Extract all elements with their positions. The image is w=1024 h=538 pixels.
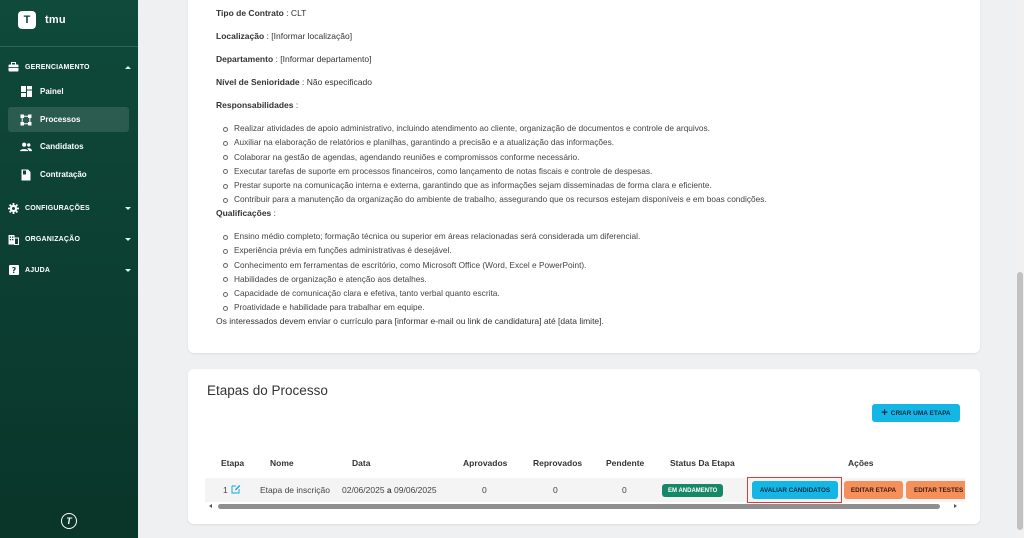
- evaluate-candidates-button[interactable]: AVALIAR CANDIDATOS: [752, 481, 838, 499]
- scroll-left-icon[interactable]: [209, 504, 212, 508]
- sidebar-item-label: Processos: [40, 115, 81, 124]
- list-item: Auxiliar na elaboração de relatórios e planilhas, garantindo a precisão e a atualização das informações.: [223, 135, 767, 149]
- field-tipo-contrato: Tipo de Contrato : CLT: [216, 8, 307, 18]
- responsabilidades-list: [223, 121, 767, 207]
- briefcase-icon: [8, 62, 19, 73]
- list-item: Capacidade de comunicação clara e efetiva, tanto verbal quanto escrita.: [223, 286, 640, 300]
- scrollbar-thumb[interactable]: [218, 504, 940, 509]
- list-item: Conhecimento em ferramentas de escritório, como Microsoft Office (Word, Excel e PowerPoint).: [223, 258, 640, 272]
- sidebar-section-label: GERENCIAMENTO: [25, 63, 90, 71]
- field-departamento: Departamento : [Informar departamento]: [216, 54, 372, 64]
- list-item: Contribuir para a manutenção da organização do ambiente de trabalho, assegurando que os recursos estejam disponíveis e em boas condições.: [223, 192, 767, 206]
- cell-pendente: 0: [622, 485, 627, 495]
- list-item: Colaborar na gestão de agendas, agendando reuniões e compromissos conforme necessário.: [223, 150, 767, 164]
- scrollbar-thumb[interactable]: [1017, 272, 1023, 530]
- field-localizacao: Localização : [Informar localização]: [216, 31, 353, 41]
- sidebar-item-label: Painel: [40, 87, 64, 96]
- sidebar-item-painel[interactable]: [8, 79, 129, 104]
- column-header-status: Status Da Etapa: [670, 458, 735, 468]
- brand-logo: T: [18, 11, 36, 29]
- scroll-right-icon[interactable]: [954, 504, 957, 508]
- create-stage-button[interactable]: [872, 404, 960, 422]
- column-header-aprovados: Aprovados: [463, 458, 508, 468]
- list-item: Prestar suporte na comunicação interna e externa, garantindo que as informações sejam disseminadas de forma clara e eficiente.: [223, 178, 767, 192]
- column-header-reprovados: Reprovados: [533, 458, 583, 468]
- sidebar-item-processos[interactable]: [8, 107, 129, 132]
- sidebar-item-candidatos[interactable]: [8, 134, 129, 159]
- list-item: Habilidades de organização e atenção aos detalhes.: [223, 272, 640, 286]
- etapas-title: Etapas do Processo: [207, 383, 328, 398]
- list-item: Experiência prévia em funções administrativas é desejável.: [223, 243, 640, 257]
- cell-etapa: 1: [223, 485, 228, 495]
- column-header-data: Data: [352, 458, 371, 468]
- sidebar-item-contratacao[interactable]: [8, 162, 129, 187]
- process-icon: [20, 114, 32, 126]
- sidebar-section-label: ORGANIZAÇÃO: [25, 235, 81, 243]
- create-stage-label: CRIAR UMA ETAPA: [890, 409, 951, 417]
- cell-reprovados: 0: [553, 485, 558, 495]
- edit-tests-button[interactable]: EDITAR TESTES: [906, 481, 965, 499]
- list-item: Proatividade e habilidade para trabalhar em equipe.: [223, 300, 640, 314]
- sidebar-section-label: CONFIGURAÇÕES: [25, 204, 90, 212]
- list-item: Executar tarefas de suporte em processos financeiros, como lançamento de notas fiscais e controle de despesas.: [223, 164, 767, 178]
- plus-icon: +: [881, 407, 888, 419]
- building-icon: [8, 234, 19, 245]
- help-icon: [8, 265, 19, 276]
- sidebar: [0, 0, 138, 538]
- svg-text:?: ?: [11, 266, 16, 275]
- list-item: Ensino médio completo; formação técnica ou superior em áreas relacionadas será considerada um diferencial.: [223, 229, 640, 243]
- brand[interactable]: [18, 11, 66, 29]
- brand-name: tmu: [45, 14, 66, 26]
- page-scrollbar[interactable]: [1016, 0, 1024, 538]
- field-senioridade: Nível de Senioridade : Não especificado: [216, 77, 372, 87]
- people-icon: [20, 141, 32, 153]
- sidebar-item-label: Contratação: [40, 170, 87, 179]
- column-header-pendente: Pendente: [606, 458, 645, 468]
- qualificacoes-list: [223, 229, 640, 315]
- cell-nome: Etapa de inscrição: [260, 485, 330, 495]
- cell-aprovados: 0: [482, 485, 487, 495]
- section-title-qualificacoes: Qualificações :: [216, 208, 277, 218]
- sidebar-section-configuracoes[interactable]: [0, 198, 138, 218]
- sidebar-section-gerenciamento[interactable]: [0, 57, 138, 77]
- document-icon: [20, 169, 32, 181]
- section-title-responsabilidades: Responsabilidades :: [216, 100, 299, 110]
- list-item: Realizar atividades de apoio administrativo, incluindo atendimento ao cliente, organização de documentos e controle de arquivos.: [223, 121, 767, 135]
- footer-logo: T: [61, 513, 77, 529]
- divider: [0, 46, 138, 47]
- edit-stage-button[interactable]: EDITAR ETAPA: [844, 481, 903, 499]
- horizontal-scrollbar[interactable]: [205, 502, 965, 511]
- cell-data: 02/06/2025 a 09/06/2025: [342, 485, 437, 495]
- edit-icon[interactable]: [231, 484, 241, 494]
- sidebar-section-ajuda[interactable]: [0, 260, 138, 280]
- status-badge: EM ANDAMENTO: [662, 484, 723, 497]
- dashboard-icon: [20, 86, 32, 98]
- sidebar-item-label: Candidatos: [40, 142, 84, 151]
- column-header-nome: Nome: [270, 458, 294, 468]
- sidebar-section-label: AJUDA: [25, 266, 51, 274]
- chevron-down-icon: [125, 269, 131, 272]
- gear-icon: [8, 203, 19, 214]
- sidebar-section-organizacao[interactable]: [0, 229, 138, 249]
- chevron-up-icon: [125, 66, 131, 69]
- chevron-down-icon: [125, 238, 131, 241]
- chevron-down-icon: [125, 207, 131, 210]
- column-header-etapa: Etapa: [221, 458, 245, 468]
- column-header-acoes: Ações: [848, 458, 874, 468]
- closing-text: Os interessados devem enviar o currículo para [informar e-mail ou link de candidatura] até [data limite].: [216, 316, 604, 326]
